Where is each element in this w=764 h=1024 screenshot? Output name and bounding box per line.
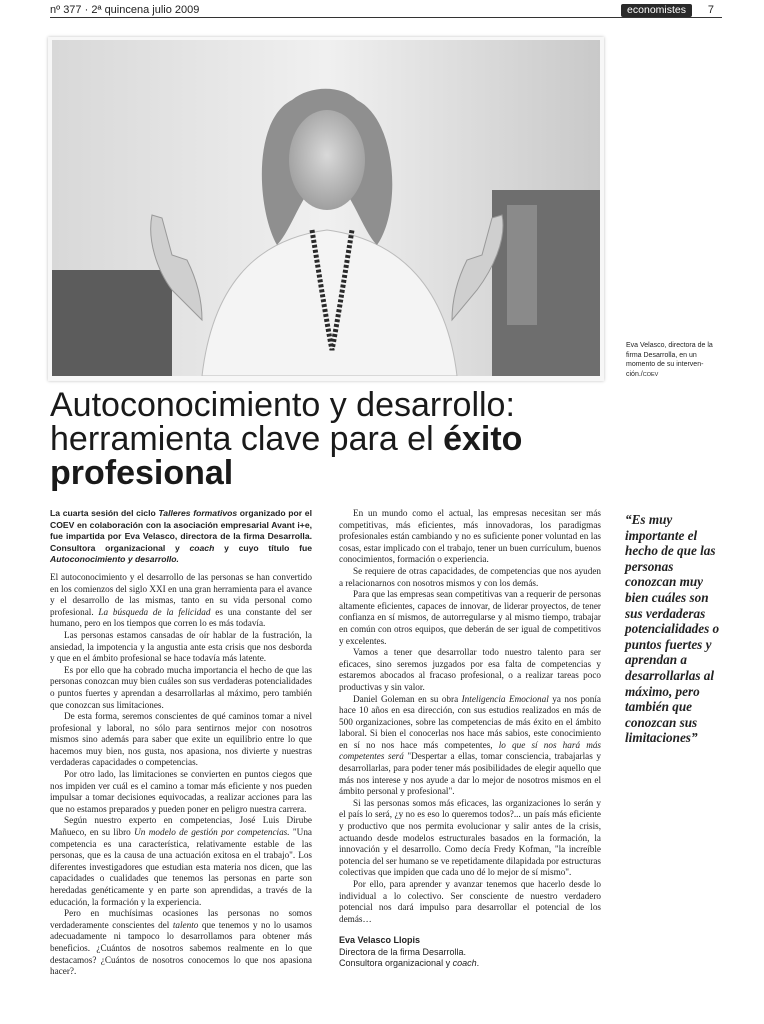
paragraph: Las personas estamos cansadas de oír hablar de la fustración, la ansiedad, la impotencia y la angustia ante esta crisis que nos desborda y que en el ámbito profesional se hace todavía más latente. [50, 629, 312, 664]
paragraph: Para que las empresas sean competitivas van a requerir de personas altamente eficientes, capaces de innovar, de liderar proyectos, de tener confianza en sí mismos, de autorregularse y al mismo tiempo, trabajar en común con otros equipos, que deberán de ser igual de competitivos y excelentes. [339, 589, 601, 646]
paragraph: En un mundo como el actual, las empresas necesitan ser más competitivas, más eficientes, más innovadoras, los paradigmas profesionales están cambiando y no es suficiente poner voluntad en las cosas, estar implicado con el trabajo, tener un buen currículum, buenos conocimientos, formación o experiencia. [339, 508, 601, 565]
paragraph: Si las personas somos más eficaces, las organizaciones lo serán y el país lo será, ¿y no es eso lo queremos todos?... un país más eficiente y productivo que nos permita evolucionar y salir antes de la crisis, actuando desde modelos estructurales basados en la formación, la innovación y el desarrollo. Como decía Fredy Kofman, "la increíble potencia del ser humano se ve repetidamente dilapidada por estructuras colectivas que impiden que cada uno dé lo mejor de sí mismo". [339, 797, 601, 878]
page-number: 7 [707, 4, 714, 16]
article-column-2 [339, 508, 601, 970]
header-rule [50, 17, 722, 18]
speaker-photo-illustration [52, 40, 600, 376]
headline-line-2: herramienta clave para el [50, 420, 444, 458]
lead-italic: Talleres formativos [158, 508, 238, 518]
author-name: Eva Velasco Llopis [339, 935, 421, 946]
paragraph: Pero en muchísimas ocasiones las personas no somos verdaderamente conscientes del talento que tenemos y no lo usamos adecuadamente ni tampoco lo desarrollamos para obtener más beneficios. ¿Cuántos de nosotros sabemos realmente en lo que destacamos? ¿Cuántos de nosotros conocemos lo que nos apasiona hacer?. [50, 908, 313, 977]
issue-info: nº 377 · 2ª quincena julio 2009 [50, 4, 200, 16]
speaker-photo [52, 40, 600, 376]
article-lead [50, 508, 312, 566]
lead-text: organizado por el COEV en colaboración con la asociación empresarial Avant i+e, fue impartida por Eva Velasco, directora de la firma Desarrolla. Consultora organizacional y [50, 508, 312, 553]
paragraph: De esta forma, seremos conscientes de qué caminos tomar a nivel profesional y laboral, no sólo para sentirnos mejor con nosotros mismos sino además para saber que exite un equilibrio entre lo que hacemos muy bien, nos gusta, nos apasiona, nos divierte y nuestras verdaderas capacidades o competencias. [50, 711, 312, 768]
lead-italic: coach [189, 542, 215, 553]
page-header [50, 4, 722, 18]
caption-credit: COEV [642, 371, 659, 378]
author-role: Consultora organizacional y coach. [339, 958, 480, 969]
headline-line-1: Autoconocimiento y desarrollo: [50, 386, 515, 424]
lead-italic: Autoconocimiento y desarrollo. [50, 554, 179, 565]
headline-line-3: profesional [50, 454, 234, 492]
pull-quote: “Es muy importante el hecho de que las personas conozcan muy bien cuáles son sus verdaderas potencialidades o puntos fuertes y aprendan a desarrollarlas al máximo, pero también que conozcan sus limitaciones” [625, 512, 720, 746]
author-signature [339, 935, 601, 970]
author-role: Directora de la firma Desarrolla. [339, 946, 467, 957]
section-badge: economistes [621, 4, 692, 17]
article-column-1 [50, 508, 312, 978]
paragraph: Se requiere de otras capacidades, de competencias que nos ayuden a relacionarnos con nosotros mismos y con los demás. [339, 565, 601, 588]
paragraph: Según nuestro experto en competencias, José Luis Dirube Mañueco, en su libro Un modelo de gestión por competencias. "Una competencia es una característica, relativamente estable de las personas, que es la causa de una actuación exitosa en el trabajo". Los diferentes investigadores que estudian esta materia nos dicen, que las capacidades o cualidades que tenemos las personas en parte son heredadas genéticamente y en parte son aprendidas, a través de la educación, la formación y la experiencia. [50, 815, 312, 907]
caption-text: Eva Velasco, directora de la firma Desarrolla, en un momento de su interven-ción./ [626, 342, 713, 378]
paragraph: Es por ello que ha cobrado mucha importancia el hecho de que las personas conozcan muy bien cuáles son sus verdaderas potencialidades o puntos fuertes y aprendan a desarrollarlas al máximo, pero también que conozcan sus limitaciones. [50, 664, 312, 710]
article-headline [50, 388, 610, 490]
paragraph: Daniel Goleman en su obra Inteligencia Emocional ya nos ponía hace 10 años en esa dirección, con sus estudios realizados en más de 500 organizaciones, sobre las competencias de más éxito en el ámbito laboral. Si bien el conocerlas nos hace más sabios, este conocimiento en sí no nos hace más competentes, lo que sí nos hará más competentes será "Despertar a ellas, tomar consciencia, trabajarlas y desarrollarlas, para poder tener más posibilidades de elegir aquello que más nos interese y nos ayude a dar lo mejor de nosotros mismos en el ámbito personal y profesional". [339, 693, 602, 797]
paragraph: Vamos a tener que desarrollar todo nuestro talento para ser eficaces, sino seremos juzgados por esa falta de competencias y estaremos abocados al fracaso profesional, o a realizar tareas poco productivas y sin valor. [339, 647, 601, 692]
paragraph: Por ello, para aprender y avanzar tenemos que hacerlo desde lo individual a lo colectivo. Ser consciente de nuestro verdadero potencial nos dará impulso para desarrollar el potencial de los demás… [339, 879, 601, 924]
lead-text: La cuarta sesión del ciclo [50, 508, 159, 518]
paragraph: El autoconocimiento y el desarrollo de las personas se han convertido en los comienzos del siglo XXI en una gran herramienta para el avance y el desarrollo de las mismas, tanto en su vida personal como profesional. La búsqueda de la felicidad es una constante del ser humano, pero en los tiempos que corren lo es más todavía. [50, 571, 312, 629]
headline-emphasis: éxito [443, 420, 523, 458]
photo-caption [626, 341, 726, 380]
paragraph: Por otro lado, las limitaciones se convierten en puntos ciegos que nos impiden ver cuál es el camino a tomar más eficiente y nos pueden impulsar a tomar decisiones equivocadas, a realizar acciones para las que no estamos preparados y pueden poner en peligro nuestra carrera. [50, 769, 312, 814]
lead-text: y cuyo título fue [214, 542, 312, 553]
